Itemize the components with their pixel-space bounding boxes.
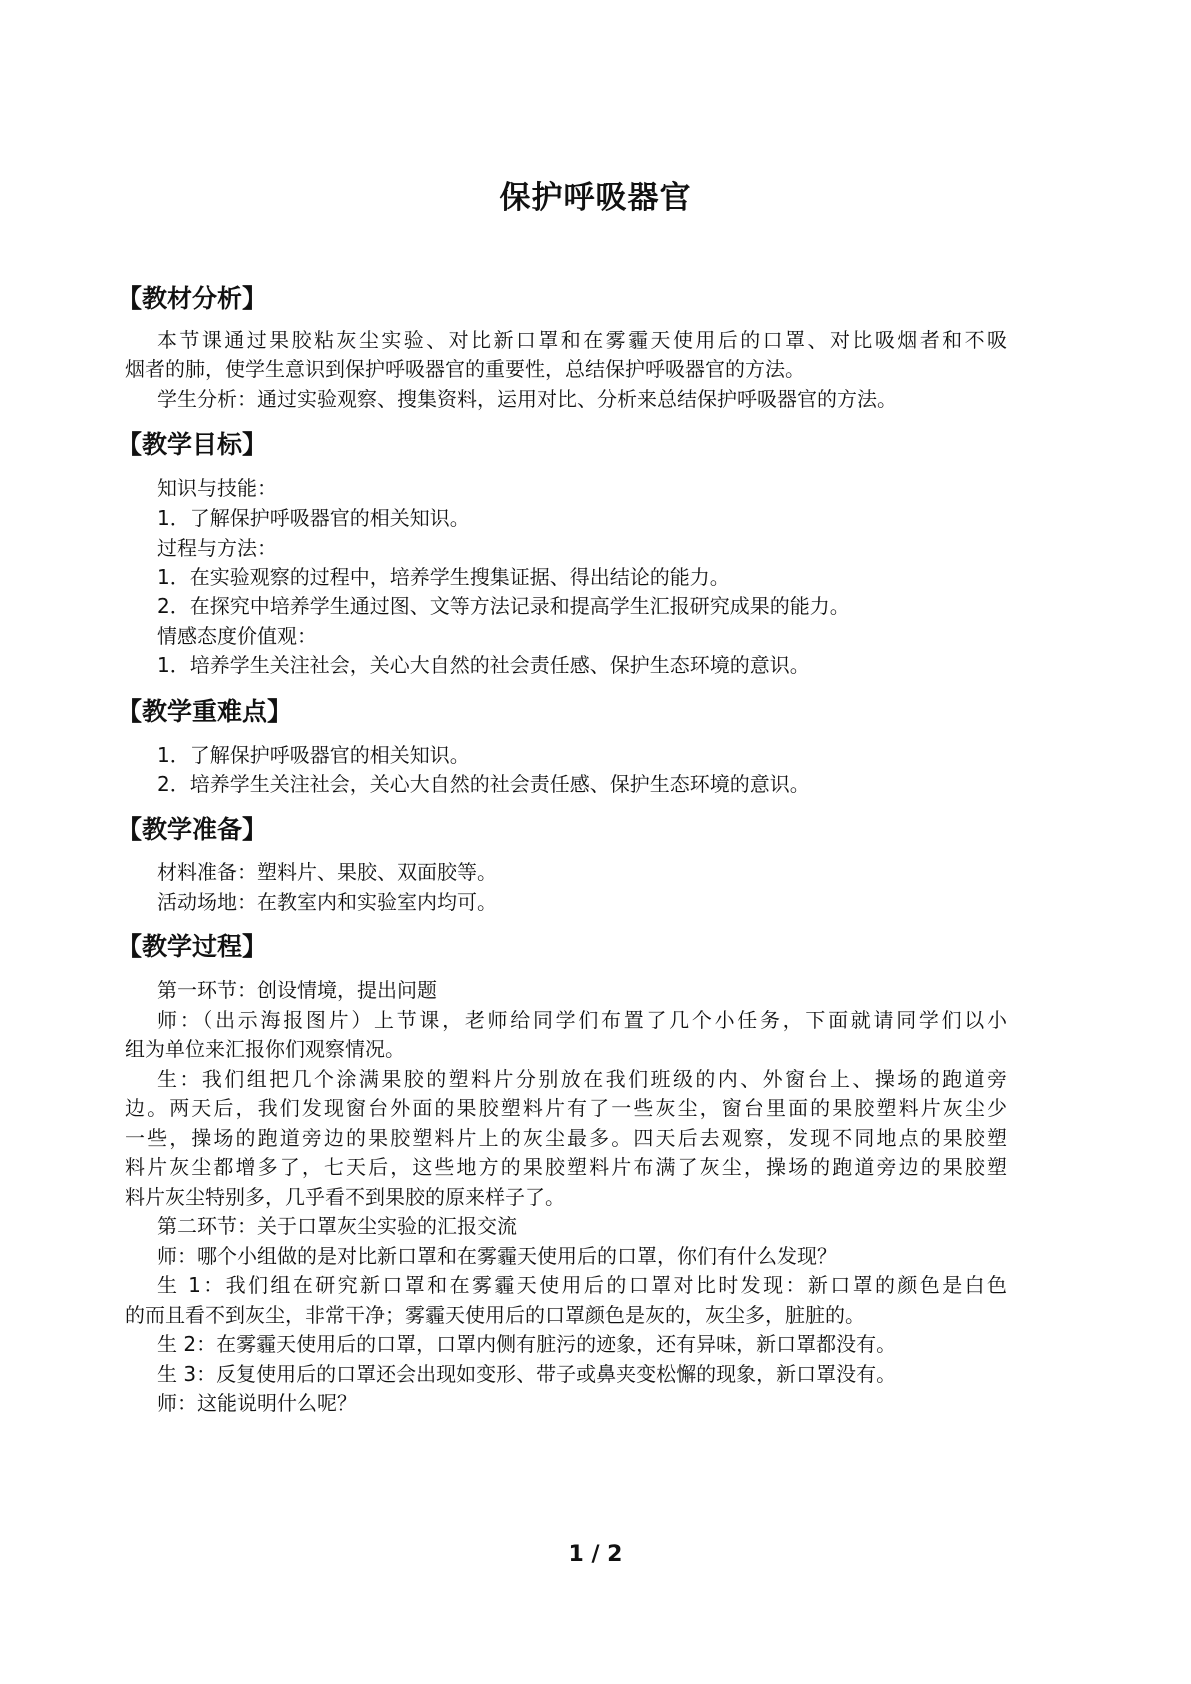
list-item: 1．了解保护呼吸器官的相关知识。 (157, 506, 470, 530)
paragraph-line: 边。两天后，我们发现窗台外面的果胶塑料片有了一些灰尘，窗台里面的果胶塑料片灰尘少 (125, 1096, 1007, 1120)
paragraph-line: 生：我们组把几个涂满果胶的塑料片分别放在我们班级的内、外窗台上、操场的跑道旁 (157, 1067, 1007, 1091)
step-heading: 第一环节：创设情境，提出问题 (157, 978, 437, 1002)
section-heading-key-points: 【教学重难点】 (117, 697, 293, 726)
list-item: 1．在实验观察的过程中，培养学生搜集证据、得出结论的能力。 (157, 565, 730, 589)
list-item: 1．培养学生关注社会，关心大自然的社会责任感、保护生态环境的意识。 (157, 653, 810, 677)
paragraph-line: 料片灰尘都增多了，七天后，这些地方的果胶塑料片布满了灰尘，操场的跑道旁边的果胶塑 (125, 1155, 1007, 1179)
paragraph-line: 本节课通过果胶粘灰尘实验、对比新口罩和在雾霾天使用后的口罩、对比吸烟者和不吸 (157, 328, 1007, 352)
paragraph-line: 生 2：在雾霾天使用后的口罩，口罩内侧有脏污的迹象，还有异味，新口罩都没有。 (157, 1332, 897, 1356)
paragraph-line: 组为单位来汇报你们观察情况。 (125, 1037, 405, 1061)
paragraph-line: 一些，操场的跑道旁边的果胶塑料片上的灰尘最多。四天后去观察，发现不同地点的果胶塑 (125, 1126, 1007, 1150)
subheading-emotion: 情感态度价值观： (157, 624, 317, 648)
subheading-knowledge: 知识与技能： (157, 476, 277, 500)
step-heading: 第二环节：关于口罩灰尘实验的汇报交流 (157, 1214, 517, 1238)
section-heading-goals: 【教学目标】 (117, 430, 268, 459)
paragraph-line: 师：这能说明什么呢？ (157, 1391, 357, 1415)
paragraph-line: 材料准备：塑料片、果胶、双面胶等。 (157, 860, 497, 884)
list-item: 1．了解保护呼吸器官的相关知识。 (157, 743, 470, 767)
paragraph-line: 生 3：反复使用后的口罩还会出现如变形、带子或鼻夹变松懈的现象，新口罩没有。 (157, 1362, 897, 1386)
section-heading-process: 【教学过程】 (117, 932, 268, 961)
paragraph-line: 料片灰尘特别多，几乎看不到果胶的原来样子了。 (125, 1185, 565, 1209)
section-heading-analysis: 【教材分析】 (117, 284, 268, 313)
paragraph-line: 师：（出示海报图片）上节课，老师给同学们布置了几个小任务，下面就请同学们以小 (157, 1008, 1007, 1032)
list-item: 2．在探究中培养学生通过图、文等方法记录和提高学生汇报研究成果的能力。 (157, 594, 850, 618)
paragraph-line: 生 1：我们组在研究新口罩和在雾霾天使用后的口罩对比时发现：新口罩的颜色是白色 (157, 1273, 1007, 1297)
paragraph-line: 学生分析：通过实验观察、搜集资料，运用对比、分析来总结保护呼吸器官的方法。 (157, 387, 897, 411)
list-item: 2．培养学生关注社会，关心大自然的社会责任感、保护生态环境的意识。 (157, 772, 810, 796)
paragraph-line: 活动场地：在教室内和实验室内均可。 (157, 890, 497, 914)
subheading-process: 过程与方法： (157, 536, 277, 560)
page-number: 1 / 2 (568, 1542, 623, 1567)
section-heading-preparation: 【教学准备】 (117, 815, 268, 844)
paragraph-line: 师：哪个小组做的是对比新口罩和在雾霾天使用后的口罩，你们有什么发现？ (157, 1244, 837, 1268)
paragraph-line: 的而且看不到灰尘，非常干净；雾霾天使用后的口罩颜色是灰的，灰尘多，脏脏的。 (125, 1303, 865, 1327)
paragraph-line: 烟者的肺，使学生意识到保护呼吸器官的重要性，总结保护呼吸器官的方法。 (125, 357, 805, 381)
page-title: 保护呼吸器官 (499, 180, 692, 216)
